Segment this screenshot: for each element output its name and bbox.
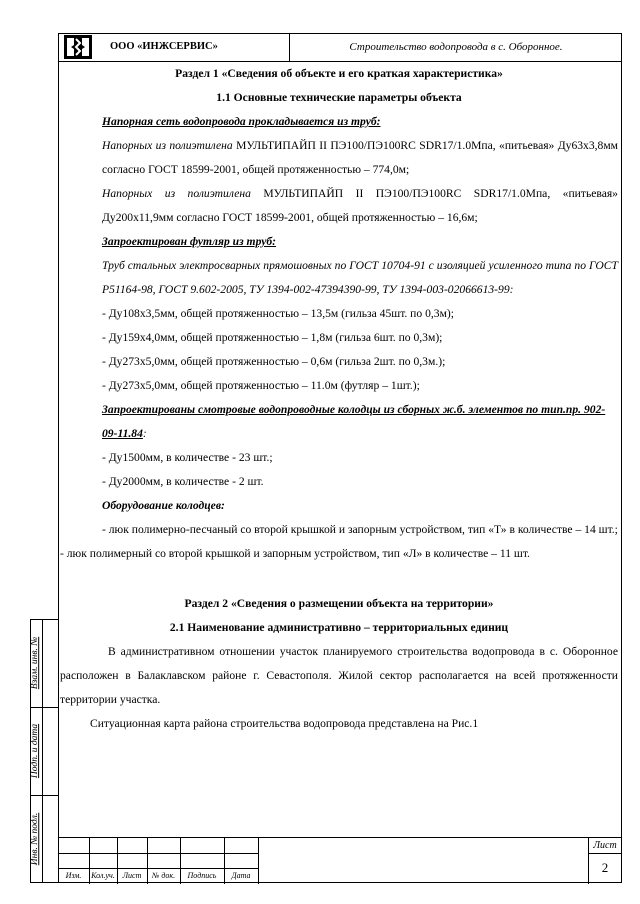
side-cell-podp: Подп. и дата: [30, 723, 41, 779]
case-text: Труб стальных электросварных прямошовных по ГОСТ 10704-91 с изоляцией усиленного типа по ГОСТ Р51164-98, ГОСТ 9.602-2005, ТУ 1394-002-47394390-99, ТУ 1394-003-02066613-99:: [102, 259, 618, 296]
wells-paragraph: [60, 398, 618, 446]
stamp-col-doc: № док.: [151, 871, 176, 880]
pipe2-text: МУЛЬТИПАЙП II ПЭ100/ПЭ100RC SDR17/1.0Мпа, «питьевая» Ду200х11,9мм согласно ГОСТ 18599-2001, общей протяженностью – 16,6м;: [102, 187, 618, 224]
equipment-item: - люк полимерно-песчаный со второй крышкой и запорным устройством, тип «Т» в количестве – 14 шт.;: [102, 523, 618, 536]
project-title: Строительство водопровода в с. Оборонное.: [349, 41, 563, 53]
wells-item: - Ду2000мм, в количестве - 2 шт.: [102, 475, 264, 488]
section1-title: Раздел 1 «Сведения об объекте и его краткая характеристика»: [175, 67, 503, 80]
side-stamp-divider: [42, 619, 43, 883]
pipe1-label: Напорных из полиэтилена: [102, 139, 233, 152]
sheet-label: Лист: [593, 840, 617, 851]
network-heading: Напорная сеть водопровода прокладывается из труб:: [102, 115, 381, 128]
pipe1-text: МУЛЬТИПАЙП II ПЭ100/ПЭ100RC SDR17/1.0Мпа, «питьевая» Ду63х3,8мм согласно ГОСТ 18599-2001, общей протяженностью – 774,0м;: [102, 139, 618, 176]
document-header: [58, 33, 622, 62]
case-item: - Ду159х4,0мм, общей протяженностью – 1,8м (гильза 6шт. по 0,3м);: [102, 331, 443, 344]
case-item: - Ду273х5,0мм, общей протяженностью – 11.0м (футляр – 1шт.);: [102, 379, 420, 392]
equipment-heading: Оборудование колодцев:: [102, 499, 225, 512]
pipe-paragraph-1: [60, 134, 618, 182]
company-name: ООО «ИНЖСЕРВИС»: [110, 41, 218, 52]
stamp-row-line: [58, 868, 258, 869]
stamp-row-line: [588, 853, 622, 854]
equipment-item: - люк полимерный со второй крышкой и запорным устройством, тип «Л» в количестве – 11 шт.: [60, 547, 530, 560]
sheet-number: 2: [601, 860, 609, 875]
section2-title: Раздел 2 «Сведения о размещении объекта на территории»: [184, 597, 494, 610]
case-heading: Запроектирован футляр из труб:: [102, 235, 277, 248]
stamp-col-line: [258, 838, 259, 884]
title-block: [58, 837, 622, 883]
section1-subtitle: 1.1 Основные технические параметры объекта: [216, 91, 462, 104]
pipe2-label: Напорных из полиэтилена: [102, 187, 251, 200]
wells-item: - Ду1500мм, в количестве - 23 шт.;: [102, 451, 273, 464]
document-body: [60, 62, 618, 736]
wells-heading: Запроектированы смотровые водопроводные колодцы из сборных ж.б. элементов по тип.пр. 902-09-11.84: [102, 403, 606, 440]
side-cell-inv: Инв. № подл.: [30, 812, 41, 866]
pipe-paragraph-2: [60, 182, 618, 230]
case-item: - Ду108х3,5мм, общей протяженностью – 13,5м (гильза 45шт. по 0,3м);: [102, 307, 454, 320]
stamp-col-kolich: Кол.уч.: [91, 871, 115, 880]
section2-subtitle: 2.1 Наименование административно – территориальных единиц: [169, 621, 509, 634]
stamp-col-date: Дата: [231, 871, 251, 880]
stamp-col-list: Лист: [122, 871, 142, 880]
map-paragraph: Ситуационная карта района строительства водопровода представлена на Рис.1: [90, 717, 479, 730]
side-cell-vzam: Взам. инв. №: [30, 636, 40, 690]
case-item: - Ду273х5,0мм, общей протяженностью – 0,6м (гильза 2шт. по 0,3м.);: [102, 355, 446, 368]
stamp-col-sign: Подпись: [187, 871, 217, 880]
admin-paragraph: В административном отношении участок планируемого строительства водопровода в с. Оборонное расположен в Балаклавском районе г. Севастополя. Жилой сектор располагается на всей протяженности территории участка.: [60, 645, 618, 706]
stamp-row-line: [58, 853, 258, 854]
stamp-col-izm: Изм.: [65, 871, 82, 880]
spacer: [60, 566, 618, 592]
wells-colon: :: [142, 427, 147, 440]
company-logo-icon: [64, 35, 92, 59]
